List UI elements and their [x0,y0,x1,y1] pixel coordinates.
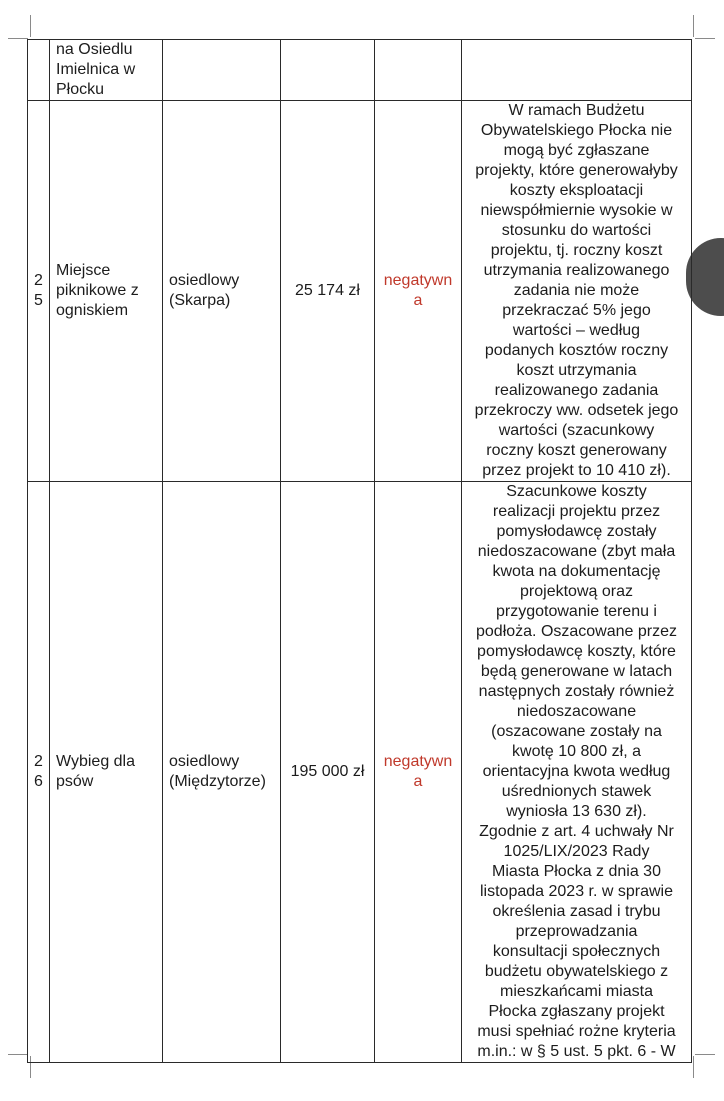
project-cost: 25 174 zł [281,101,375,482]
project-verdict [375,40,462,101]
project-name: Miejsce piknikowe z ogniskiem [50,101,163,482]
project-number: 2 5 [28,101,50,482]
crop-mark-top-right-v [693,15,694,37]
crop-mark-top-left-h [8,38,28,39]
project-justification: W ramach Budżetu Obywatelskiego Płocka nie mogą być zgłaszane projekty, które generowałyby koszty eksploatacji niewspółmiernie wysokie w stosunku do wartości projektu, tj. roczny koszt utrzymania realizowanego zadania nie może przekraczać 5% jego wartości – według podanych kosztów roczny koszt utrzymania realizowanego zadania przekroczy ww. odsetek jego wartości (szacunkowy roczny koszt generowany przez projekt to 10 410 zł). [474,102,679,479]
crop-mark-bottom-right-h [695,1054,715,1055]
crop-mark-top-left-v [30,15,31,37]
table-row [28,40,692,101]
project-verdict: negatywn a [375,101,462,482]
project-cost [281,40,375,101]
project-type: osiedlowy (Międzytorze) [163,482,281,1063]
crop-mark-bottom-right-v [693,1056,694,1078]
project-number: 2 6 [28,482,50,1063]
table-row [28,101,692,482]
project-type [163,40,281,101]
project-name: Wybieg dla psów [50,482,163,1063]
project-justification: Szacunkowe koszty realizacji projektu przez pomysłodawcę zostały niedoszacowane (zbyt mała kwota na dokumentację projektową oraz przygotowanie terenu i podłoża. Oszacowane przez pomysłodawcę koszty, które będą generowane w latach następnych zostały również niedoszacowane (oszacowane zostały na kwotę 10 800 zł, a orientacyjna kwota według uśrednionych stawek wyniosła 13 630 zł). Zgodnie z art. 4 uchwały Nr 1025/LIX/2023 Rady Miasta Płocka z dnia 30 listopada 2023 r. w sprawie określenia zasad i trybu przeprowadzania konsultacji społecznych budżetu obywatelskiego z mieszkańcami miasta Płocka zgłaszany projekt musi spełniać rożne kryteria m.in.: w § 5 ust. 5 pkt. 6 - W [476,483,677,1060]
project-name: na Osiedlu Imielnica w Płocku [50,40,163,101]
projects-table [27,39,692,1063]
crop-mark-top-right-h [695,38,715,39]
project-verdict: negatywn a [375,482,462,1063]
project-cost: 195 000 zł [281,482,375,1063]
crop-mark-bottom-left-h [8,1054,28,1055]
project-type: osiedlowy (Skarpa) [163,101,281,482]
project-number [28,40,50,101]
table-row [28,482,692,1063]
